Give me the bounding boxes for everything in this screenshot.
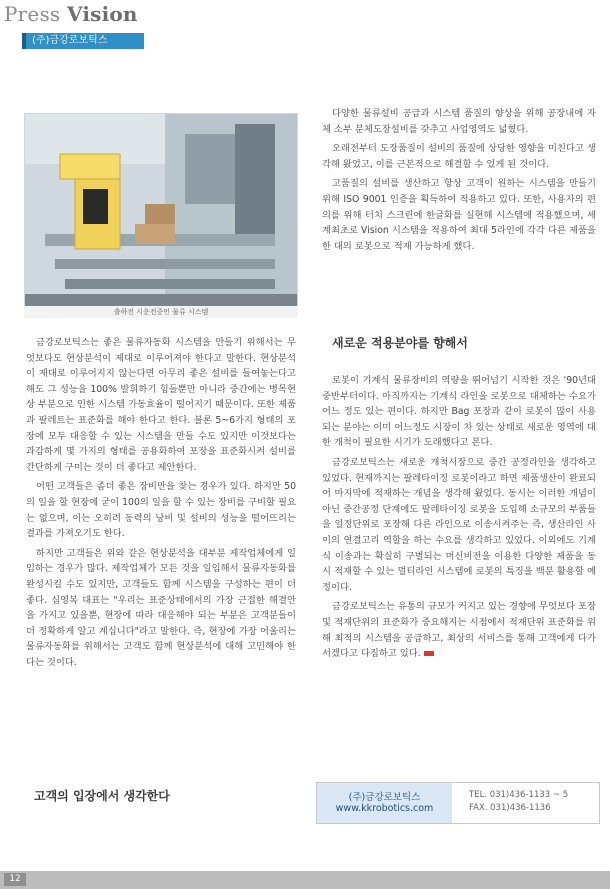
footer-bar [0,871,610,889]
photo-illustration [25,114,297,307]
article-photo [24,113,298,308]
right-paragraph-2: 오래전부터 도장품질이 설비의 품질에 상당한 영향을 미친다고 생각해 왔었고, 이를 근본적으로 해결할 수 있게 된 것이다. [322,143,596,170]
right-paragraph-1: 다양한 물류설비 공급과 시스템 품질의 향상을 위해 공장내에 자체 소부 분체도장설비를 갖추고 사업영역도 넓혔다. [322,108,596,135]
right-paragraph-6 [322,599,596,661]
left-paragraph-1: 금강로보틱스는 좋은 물류자동화 시스템을 만들기 위해서는 무엇보다도 현상분석이 제대로 이루어져야 한다고 말한다. 현상분석이 제대로 이루어지지 않는다면 아무리 좋은 설비를 들여놓는다고 해도 그 성능을 100% 발휘하기 힘들뿐만 아니라 중간에는 병목현상 부분으로 인한 시스템 가동효율이 떨어지기 때문이다. 또한 제품과 팔레트는 표준화를 해야 한다고 한다. 불론 5~6가지 형태의 포장에 모두 대응할 수 있는 시스템을 만들 수도 있지만 이것보다는 과감하게 몇 가지의 형태를 공용화하여 포장을 표준화시켜 설비를 간단하게 구미는 것이 더 좋다고 제안한다. [26,337,296,473]
photo-caption: 출하전 시운전중인 물류 시스템 [113,308,209,316]
left-column [26,335,296,674]
left-paragraph-3: 하지만 고객들은 위와 같은 현상분석을 대부분 제작업체에게 일임하는 경우가 많다. 제작업체가 모든 것을 일임해서 물류자동화를 완성시킬 수도 있지만, 고객들도 함께 시스템을 구성하는 편이 더 좋다. 심영복 대표는 "우리는 표준상태에서의 가장 근접한 해결안을 가지고 있을뿐, 현장에 따라 대응해야 되는 부분은 고객분들이 더 정확하게 알고 계십니다"라고 말한다. 즉, 현장에 가장 어울리는 물류자동화를 위해서는 고객도 함께 현상분석에 대해 고민해야 한다는 것이다. [26,547,296,668]
masthead-light: Press [4,2,61,26]
contact-box [316,782,600,824]
right-column-top [322,106,596,258]
left-paragraph-2: 어떤 고객들은 좀더 좋은 장비만을 찾는 경우가 있다. 하지만 50의 일을 할 현장에 굳이 100의 일을 할 수 있는 장비를 구비할 필요는 없으며, 이는 오히려 동력의 낭비 및 설비의 성능을 떨어뜨리는 결과를 가져오기도 한다. [26,481,296,540]
right-paragraph-6-text: 금강로보틱스는 유통의 규모가 커지고 있는 경향에 무엇보다 포장 및 적재단위의 표준화가 중요해지는 시점에서 적재단위 표준화를 위해 최적의 시스템을 공급하고, 최상의 서비스를 통해 고객에게 다가서겠다고 다짐하고 있다. [322,601,596,660]
contact-website-link[interactable]: www.kkrobotics.com [335,803,434,814]
right-paragraph-3: 고품질의 설비를 생산하고 항상 고객이 원하는 시스템을 만들기 위해 ISO 9001 인증을 획득하여 적용하고 있다. 또한, 사용자의 편의를 위해 터치 스크린에 한글화를 실현해 시스템에 적용했으며, 세계최초로 Vision 시스템을 적용하여 최대 5라인에 각각 다른 제품을 한 대의 로봇으로 적재 가능하게 했다. [322,178,596,252]
section-heading-new-fields: 새로운 적용분야를 향해서 [332,336,468,350]
page-number: 12 [4,873,26,886]
masthead-title [4,2,138,26]
right-column-bottom [322,373,596,666]
masthead-bold: Vision [66,2,138,26]
contact-telephone: TEL. 031)436-1133 ~ 5 [469,790,569,800]
contact-company-name: (주)금강로보틱스 [348,792,421,803]
right-paragraph-5: 금강로보틱스는 새로운 개척시장으로 중간 공정라인을 생각하고 있었다. 현재까지는 팔레타이징 로봇이라고 하면 제품생산이 완료되어 마지막에 적재하는 개념을 생각해 왔었다. 동시는 이러한 개념이 아닌 중간공정 단계에도 팔레타이징 로봇을 도입해 소규모의 부품들을 일정단위로 포장해 다른 라인으로 이송시켜주는 즉, 생산라인 사이의 연결고리 역할을 하는 수요를 생각하고 있었다. 이외에도 기계식 이송과는 확실히 구별되는 머신비전을 이용한 다양한 제품을 동시 적재할 수 있는 멀티라인 시스템에 로봇의 특징을 백분 활용할 예정이다. [322,456,596,593]
company-bar: (주)금강로보틱스 [22,33,144,49]
contact-fax: FAX. 031)436-1136 [469,803,551,813]
section-heading-customer: 고객의 입장에서 생각한다 [34,789,170,803]
right-paragraph-4: 로봇이 기계식 물류장비의 역량을 뛰어넘기 시작한 것은 '90년대 중반부터이다. 아직까지는 기계식 라인을 로봇으로 대체하는 수요가 어느 정도 있는 편이다. 하지만 Bag 포장과 같이 로봇이 많이 사용되는 분야는 이미 어느정도 시장이 차 있는 상태로 새로운 영역에 대한 개척이 필요한 시기가 도래했다고 본다. [322,375,596,449]
end-mark-icon [424,651,434,656]
